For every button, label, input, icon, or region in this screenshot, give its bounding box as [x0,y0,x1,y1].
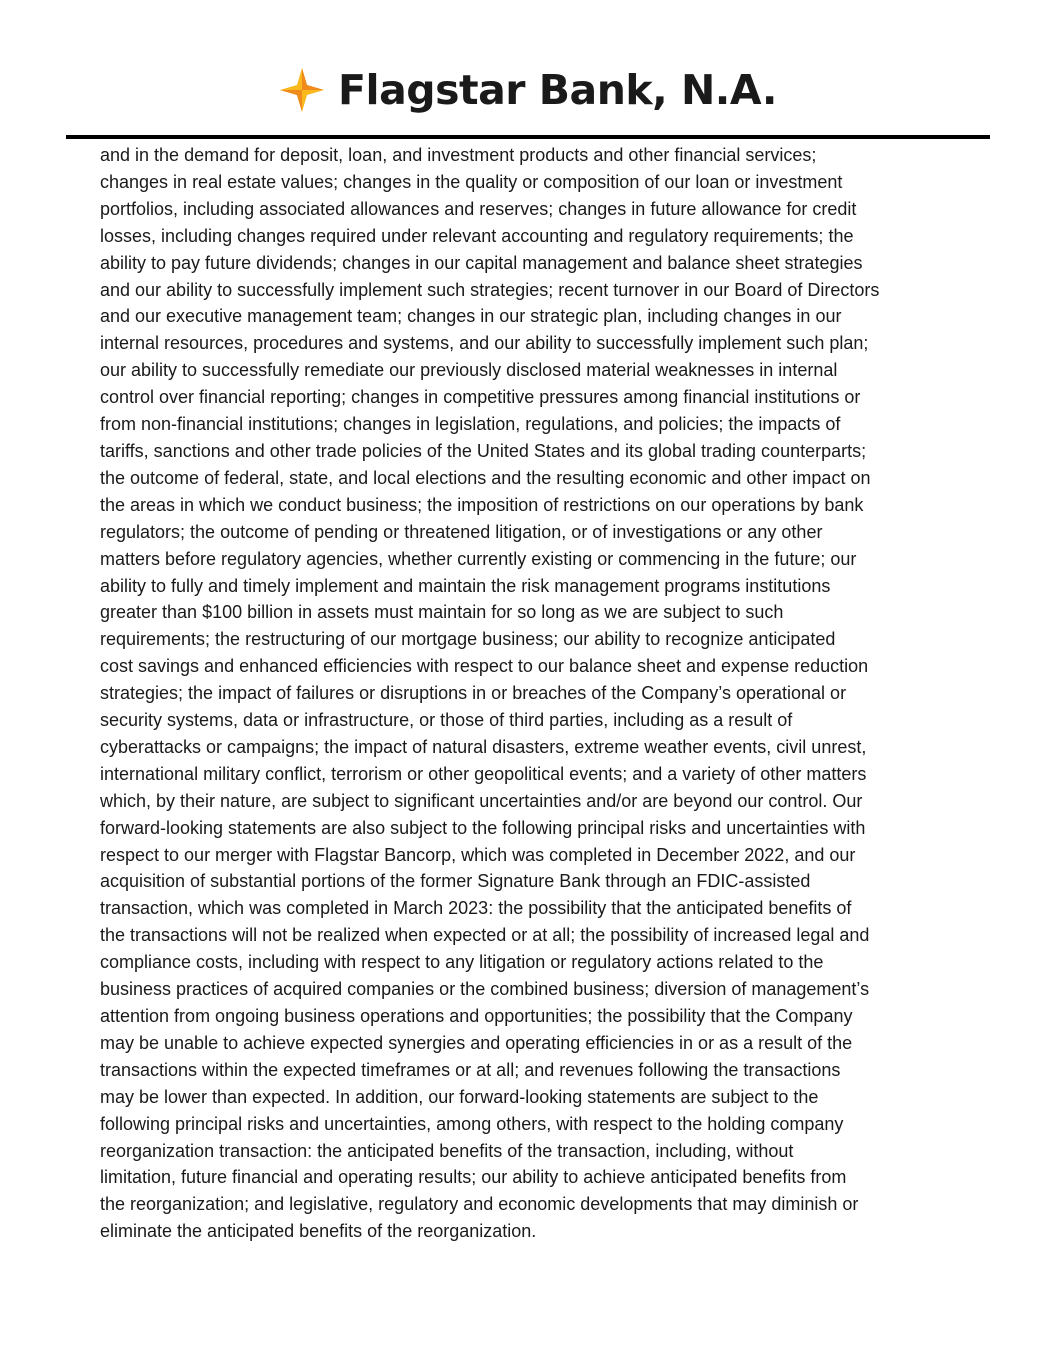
paragraph-line: following principal risks and uncertainties, among others, with respect to the holding company [100,1113,844,1134]
paragraph-line: greater than $100 billion in assets must maintain for so long as we are subject to such [100,602,784,623]
paragraph-line: from non-financial institutions; changes in legislation, regulations, and policies; the impacts of [100,414,841,435]
paragraph-line: internal resources, procedures and systems, and our ability to successfully implement such plan; [100,333,869,354]
brand-logo [278,66,777,114]
paragraph-line: the outcome of federal, state, and local elections and the resulting economic and other impact on [100,467,871,488]
paragraph-line: may be lower than expected. In addition, our forward-looking statements are subject to the [100,1086,819,1107]
page-header [0,60,1055,120]
paragraph-line: cost savings and enhanced efficiencies with respect to our balance sheet and expense reduction [100,656,869,677]
disclaimer-paragraph [100,142,956,1245]
paragraph-line: and our executive management team; changes in our strategic plan, including changes in our [100,306,842,327]
paragraph-line: losses, including changes required under relevant accounting and regulatory requirements; the [100,225,854,246]
paragraph-line: the areas in which we conduct business; the imposition of restrictions on our operations by bank [100,494,864,515]
paragraph-line: portfolios, including associated allowances and reserves; changes in future allowance for credit [100,198,857,219]
paragraph-line: tariffs, sanctions and other trade policies of the United States and its global trading counterparts; [100,440,867,461]
paragraph-line: limitation, future financial and operating results; our ability to achieve anticipated benefits from [100,1167,847,1188]
paragraph-line: the reorganization; and legislative, regulatory and economic developments that may diminish or [100,1194,859,1215]
paragraph-line: reorganization transaction: the anticipated benefits of the transaction, including, without [100,1140,794,1161]
paragraph-line: acquisition of substantial portions of the former Signature Bank through an FDIC-assisted [100,871,811,892]
paragraph-line: security systems, data or infrastructure, or those of third parties, including as a result of [100,710,793,731]
paragraph-line: and our ability to successfully implement such strategies; recent turnover in our Board of Directors [100,279,880,300]
paragraph-line: cyberattacks or campaigns; the impact of natural disasters, extreme weather events, civil unrest, [100,736,867,757]
paragraph-line: ability to fully and timely implement and maintain the risk management programs institutions [100,575,831,596]
paragraph-line: respect to our merger with Flagstar Bancorp, which was completed in December 2022, and our [100,844,856,865]
header-divider [66,135,990,139]
paragraph-line: matters before regulatory agencies, whether currently existing or commencing in the future; our [100,548,857,569]
paragraph-line: forward-looking statements are also subject to the following principal risks and uncertainties with [100,817,866,838]
paragraph-line: requirements; the restructuring of our mortgage business; our ability to recognize anticipated [100,629,836,650]
paragraph-line: and in the demand for deposit, loan, and investment products and other financial services; [100,145,817,165]
star-diamond-icon [278,66,326,114]
paragraph-line: business practices of acquired companies or the combined business; diversion of management’s [100,979,870,1000]
paragraph-line: which, by their nature, are subject to significant uncertainties and/or are beyond our control. Our [100,790,863,811]
paragraph-line: eliminate the anticipated benefits of the reorganization. [100,1221,537,1242]
paragraph-line: strategies; the impact of failures or disruptions in or breaches of the Company’s operational or [100,683,847,704]
paragraph-line: regulators; the outcome of pending or threatened litigation, or of investigations or any other [100,521,823,542]
paragraph-line: control over financial reporting; changes in competitive pressures among financial institutions or [100,387,861,408]
brand-name: Flagstar Bank, N.A. [338,65,777,114]
paragraph-line: may be unable to achieve expected synergies and operating efficiencies in or as a result of the [100,1032,853,1053]
paragraph-line: the transactions will not be realized when expected or at all; the possibility of increased legal and [100,925,870,946]
paragraph-line: transactions within the expected timeframes or at all; and revenues following the transactions [100,1059,841,1080]
paragraph-line: attention from ongoing business operations and opportunities; the possibility that the Company [100,1006,853,1026]
paragraph-line: our ability to successfully remediate our previously disclosed material weaknesses in internal [100,360,838,381]
paragraph-line: compliance costs, including with respect to any litigation or regulatory actions related to the [100,952,824,973]
paragraph-line: changes in real estate values; changes in the quality or composition of our loan or investment [100,171,843,192]
paragraph-line: international military conflict, terrorism or other geopolitical events; and a variety of other matters [100,763,867,784]
paragraph-line: transaction, which was completed in March 2023: the possibility that the anticipated benefits of [100,898,852,919]
paragraph-line: ability to pay future dividends; changes in our capital management and balance sheet strategies [100,252,863,273]
